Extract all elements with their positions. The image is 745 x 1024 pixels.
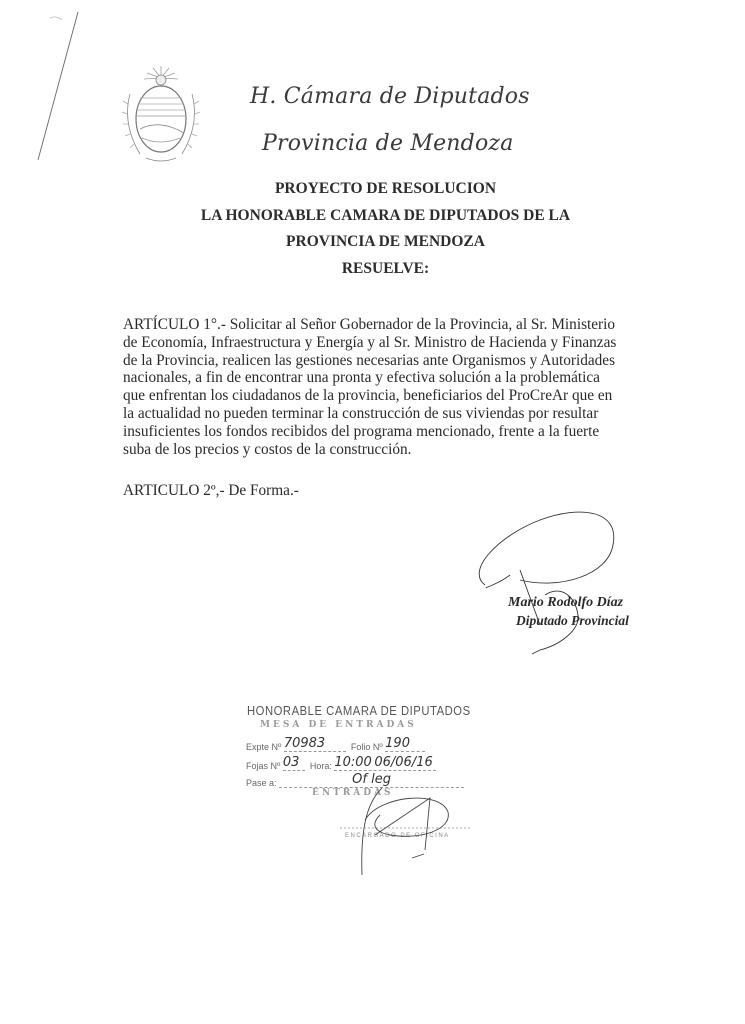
expte-value: 70983 [283, 736, 326, 751]
stamp-subtitle: MESA DE ENTRADAS [260, 720, 417, 730]
pase-label: Pase a: [246, 778, 277, 788]
chamber-heading-line2: PROVINCIA DE MENDOZA [286, 233, 485, 250]
folio-value: 190 [385, 736, 410, 751]
coat-of-arms-icon [120, 64, 202, 168]
article-1-line: suba de los precios y costos de la construcción. [123, 440, 412, 458]
hora-label: Hora: [309, 761, 332, 771]
pase-value: Of leg [352, 772, 391, 787]
stamp-title: HONORABLE CAMARA DE DIPUTADOS [247, 704, 471, 718]
article-1-line: que enfrentan los ciudadanos de la provincia, beneficiarios del ProCreAr que en [123, 387, 613, 405]
expte-label: Expte Nº [246, 742, 282, 752]
folio-label: Folio Nº [350, 742, 383, 752]
handwritten-signature [460, 495, 660, 655]
article-1-line: la actualidad no pueden terminar la construcción de sus viviendas por resultar [123, 404, 599, 422]
stamp-row-expte [246, 736, 425, 752]
article-1-line: de la Provincia, realicen las gestiones necesarias ante Organismos y Autoridades [123, 351, 616, 369]
stamp-footer: ENCARGADO DE OFICINA [345, 833, 450, 839]
document-type-heading: PROYECTO DE RESOLUCION [274, 180, 497, 197]
hora-value: 10:00 [334, 755, 372, 770]
stamp-row-fojas [246, 755, 436, 771]
fojas-label: Fojas Nº [246, 761, 281, 771]
article-1-line: insuficientes los fondos recibidos del programa mencionado, frente a la fuerte [123, 422, 600, 440]
margin-pen-mark [30, 0, 110, 170]
signatory-name: Mario Rodolfo Díaz [508, 595, 624, 610]
chamber-heading-line1: LA HONORABLE CAMARA DE DIPUTADOS DE LA [200, 207, 571, 224]
fojas-value: 03 [282, 755, 300, 770]
province-title: Provincia de Mendoza [262, 131, 514, 156]
date-value: 06/06/16 [374, 755, 433, 770]
article-1-line: de Economía, Infraestructura y Energía y al Sr. Ministro de Hacienda y Finanzas [123, 333, 617, 351]
institution-title: H. Cámara de Diputados [250, 84, 530, 109]
stamp-subtitle-2: ENTRADAS [312, 788, 394, 798]
article-1-line: nacionales, a fin de encontrar una pronta y efectiva solución a la problemática [123, 369, 600, 387]
stamp-initials-signature [320, 780, 480, 880]
article-1 [123, 316, 643, 458]
article-1-line: ARTÍCULO 1°.- Solicitar al Señor Gobernador de la Provincia, al Sr. Ministerio [123, 316, 616, 333]
article-2: ARTICULO 2º,- De Forma.- [123, 482, 299, 499]
signatory-role: Diputado Provincial [516, 613, 629, 628]
resolves-heading: RESUELVE: [341, 260, 430, 277]
